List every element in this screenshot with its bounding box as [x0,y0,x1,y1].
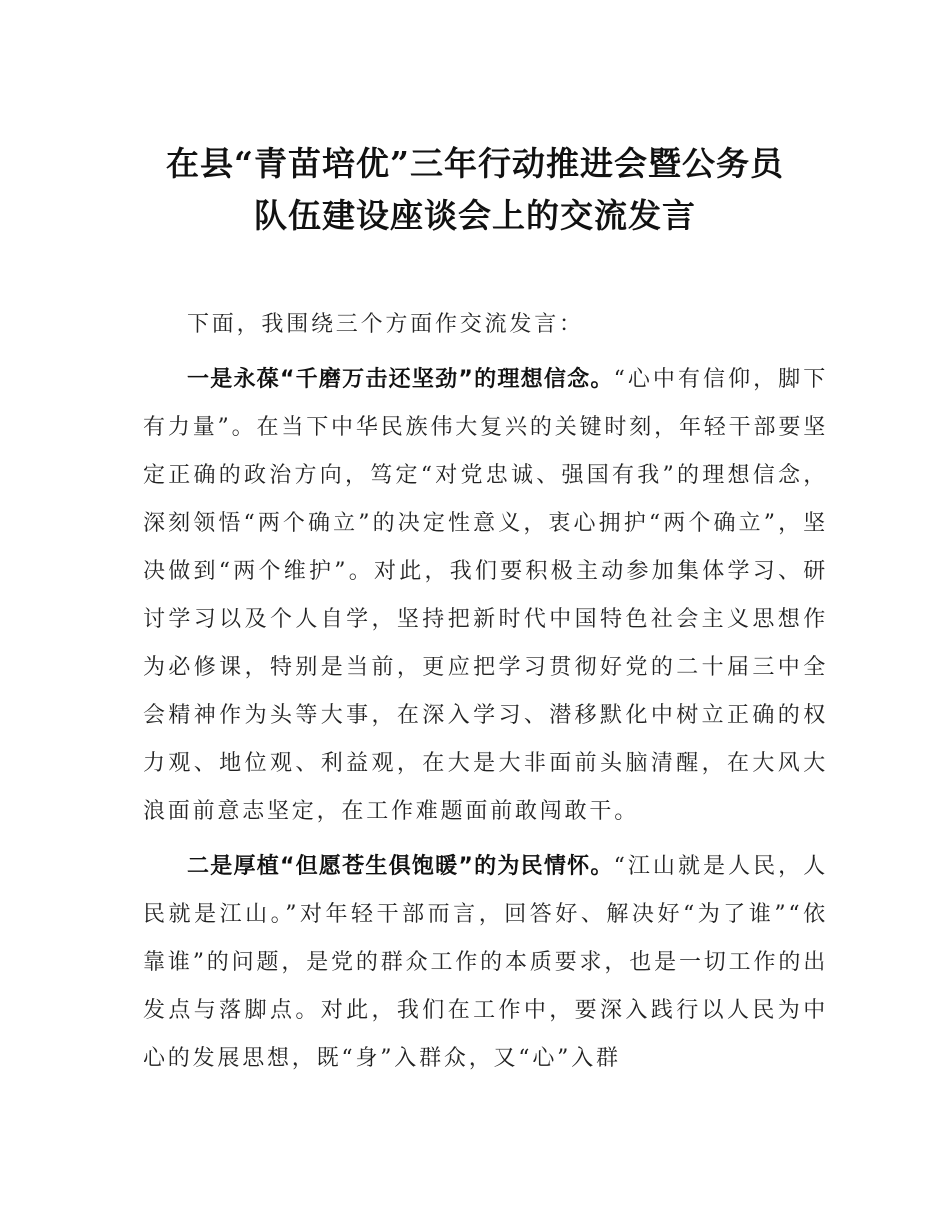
document-body [143,301,828,1083]
section-text-2: “江山就是人民，人民就是江山。”对年轻干部而言，回答好、解决好“为了谁”“依靠谁”的问题，是党的群众工作的本质要求，也是一切工作的出发点与落脚点。对此，我们在工作中，要深入践行以人民为中心的发展思想，既“身”入群众，又“心”入群 [143,854,829,1071]
section-heading-2: 二是厚植“但愿苍生俱饱暖”的为民情怀。 [187,854,614,879]
section-text-1: “心中有信仰，脚下有力量”。在当下中华民族伟大复兴的关键时刻，年轻干部要坚定正确的政治方向，笃定“对党忠诚、强国有我”的理想信念，深刻领悟“两个确立”的决定性意义，衷心拥护“两个确立”，坚决做到“两个维护”。对此，我们要积极主动参加集体学习、研讨学习以及个人自学，坚持把新时代中国特色社会主义思想作为必修课，特别是当前，更应把学习贯彻好党的二十届三中全会精神作为头等大事，在深入学习、潜移默化中树立正确的权力观、地位观、利益观，在大是大非面前头脑清醒，在大风大浪面前意志坚定，在工作难题面前敢闯敢干。 [143,367,829,824]
section-paragraph-2 [143,843,828,1083]
title-line-1: 在县“青苗培优”三年行动推进会暨公务员 [166,144,784,184]
title-line-2: 队伍建设座谈会上的交流发言 [254,196,696,236]
document-title [120,138,830,242]
section-paragraph-1 [143,356,828,836]
section-heading-1: 一是永葆“千磨万击还坚劲”的理想信念。 [187,367,614,392]
intro-paragraph: 下面，我围绕三个方面作交流发言： [187,312,584,337]
